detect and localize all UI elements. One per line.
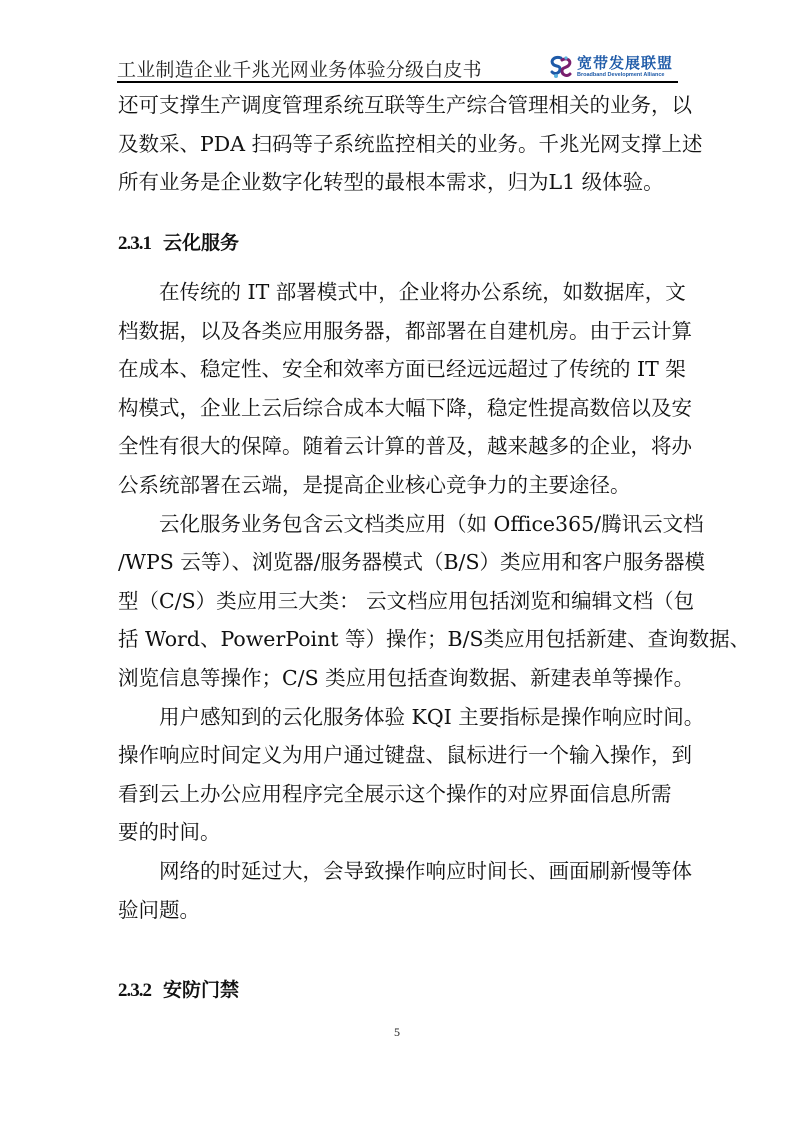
text-line: 型（C/S）类应用三大类： 云文档应用包括浏览和编辑文档（包 bbox=[118, 588, 695, 613]
paragraph bbox=[118, 698, 705, 852]
text-line: 浏览信息等操作；C/S 类应用包括查询数据、新建表单等操作。 bbox=[118, 665, 695, 690]
section-heading-2-3-1 bbox=[118, 228, 239, 255]
text-line: 云化服务业务包含云文档类应用（如 Office365/腾讯云文档 bbox=[159, 511, 704, 536]
text-line: 及数采、PDA 扫码等子系统监控相关的业务。千兆光网支撑上述 bbox=[118, 131, 703, 156]
text-line: 用户感知到的云化服务体验 KQI 主要指标是操作响应时间。 bbox=[159, 704, 705, 729]
intro-paragraph bbox=[118, 86, 703, 202]
text-line: 操作响应时间定义为用户通过键盘、鼠标进行一个输入操作，到 bbox=[118, 743, 692, 768]
paragraph bbox=[118, 505, 751, 698]
header-divider bbox=[117, 81, 678, 83]
page-number: 5 bbox=[394, 1025, 400, 1039]
logo-name-en: Broadband Development Alliance bbox=[576, 71, 665, 78]
text-line: 网络的时延过大，会导致操作响应时间长、画面刷新慢等体 bbox=[159, 858, 692, 883]
logo-name-cn: 宽带发展联盟 bbox=[576, 53, 673, 72]
text-line: 要的时间。 bbox=[118, 820, 221, 845]
text-line: 括 Word、PowerPoint 等）操作；B/S类应用包括新建、查询数据、 bbox=[118, 627, 751, 652]
text-line: 公系统部署在云端，是提高企业核心竞争力的主要途径。 bbox=[118, 472, 631, 497]
section-number: 2.3.1 bbox=[118, 233, 151, 254]
text-line: 全性有很大的保障。随着云计算的普及，越来越多的企业，将办 bbox=[118, 434, 692, 459]
document-title: 工业制造企业千兆光网业务体验分级白皮书 bbox=[117, 59, 482, 81]
text-line: 档数据，以及各类应用服务器，都部署在自建机房。由于云计算 bbox=[118, 318, 692, 343]
section-title: 安防门禁 bbox=[163, 979, 240, 1001]
section-2-3-1-body bbox=[118, 273, 751, 929]
paragraph bbox=[118, 273, 692, 505]
text-line: 还可支撑生产调度管理系统互联等生产综合管理相关的业务，以 bbox=[118, 93, 692, 117]
alliance-logo bbox=[548, 54, 673, 80]
broadband-alliance-logo-icon bbox=[548, 55, 574, 79]
section-number: 2.3.2 bbox=[118, 980, 151, 1001]
text-line: 所有业务是企业数字化转型的最根本需求，归为L1 级体验。 bbox=[118, 170, 664, 195]
text-line: /WPS 云等）、浏览器/服务器模式（B/S）类应用和客户服务器模 bbox=[118, 550, 706, 575]
paragraph bbox=[118, 852, 692, 929]
text-line: 在传统的 IT 部署模式中，企业将办公系统，如数据库，文 bbox=[159, 280, 686, 304]
page-header bbox=[117, 52, 677, 82]
text-line: 看到云上办公应用程序完全展示这个操作的对应界面信息所需 bbox=[118, 781, 672, 806]
text-line: 构模式，企业上云后综合成本大幅下降，稳定性提高数倍以及安 bbox=[118, 395, 692, 420]
section-title: 云化服务 bbox=[163, 232, 240, 254]
text-line: 在成本、稳定性、安全和效率方面已经远远超过了传统的 IT 架 bbox=[118, 357, 686, 382]
text-line: 验问题。 bbox=[118, 897, 200, 922]
section-heading-2-3-2 bbox=[118, 975, 239, 1002]
